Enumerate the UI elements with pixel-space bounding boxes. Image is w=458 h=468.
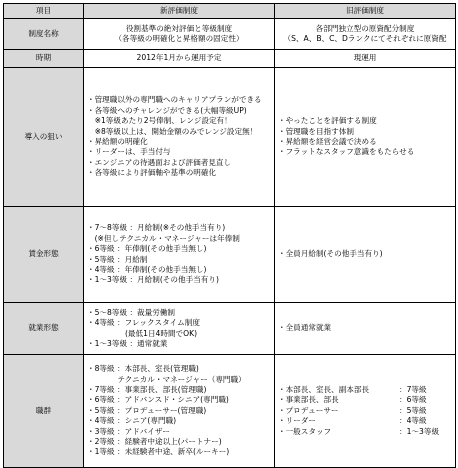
- cell-new-timing: 2012年1月から運用予定: [84, 50, 275, 68]
- cell-new-job-group: [84, 355, 275, 468]
- rank-grade: ：7等級: [399, 384, 427, 394]
- text-line: ・2等級 ：経験者中途以上(パートナー): [87, 437, 222, 447]
- text-line: ・各等級へのチャレンジができる(大幅等級UP): [87, 105, 247, 115]
- label-job-group: 職群: [4, 355, 84, 468]
- rank-grade: ：4等級: [399, 416, 427, 426]
- text-line: ※1等級あたり2号俸制、レンジ設定有！: [87, 116, 232, 126]
- text-line: ・1～3等級 ：月給制(その他手当有り): [87, 275, 219, 285]
- comparison-table: [3, 3, 456, 468]
- text-line: テクニカル・マネージャー（専門職）: [87, 374, 246, 384]
- text-line: ・4等級 ：年俸制(その他手当無し): [87, 264, 207, 274]
- rank-line: [278, 427, 452, 437]
- rank-label: ・本部長、室長、副本部長: [278, 384, 370, 394]
- row-aim: [4, 68, 456, 207]
- text-line: ※8等級以上は、開始金額のみでレンジ設定無！: [87, 126, 258, 136]
- cell-old-aim: [275, 68, 456, 207]
- cell-old-work-style: [275, 303, 456, 355]
- label-aim: 導入の狙い: [4, 68, 84, 207]
- rank-grade: ：1～3等級: [399, 426, 440, 436]
- text-line: ・8等級 ：本部長、室長(管理職): [87, 364, 199, 374]
- header-item: 項目: [4, 4, 84, 19]
- rank-grade: ：5等級: [399, 405, 427, 415]
- rank-label: ・一般スタッフ: [278, 426, 332, 436]
- label-timing: 時期: [4, 50, 84, 68]
- text-line: ・管理職以外の専門職へのキャリアプランができる: [87, 95, 262, 105]
- label-work-style: 就業形態: [4, 303, 84, 355]
- text-line: 各部門独立型の原資配分制度: [315, 23, 415, 33]
- row-system-name: [4, 19, 456, 50]
- text-line: ・7等級 ：事業部長、部長(管理職): [87, 384, 207, 394]
- text-line: ・4等級 ：フレックスタイム制度: [87, 318, 200, 328]
- text-line: ・6等級 ：アドバンスド・シニア(専門職): [87, 395, 229, 405]
- label-wage: 賃金形態: [4, 207, 84, 303]
- text-line: (最低1日4時間でOK): [87, 328, 198, 338]
- rank-line: [278, 395, 452, 405]
- cell-old-wage: [275, 207, 456, 303]
- text-line: ・3等級 ：アドバイザー: [87, 426, 171, 436]
- text-line: 役割基準の絶対評価と等級制度: [125, 23, 233, 33]
- header-new-system: 新評価制度: [84, 4, 275, 19]
- cell-old-timing: 現運用: [275, 50, 456, 68]
- header-row: [4, 4, 456, 19]
- rank-label: ・プロデューサー: [278, 405, 339, 415]
- text-line: ・昇給額を経営会議で決める: [278, 137, 377, 146]
- text-line: ・1等級 ：未経験者中途、新卒(ルーキー): [87, 447, 230, 457]
- text-line: ・全員月給制(その他手当有り): [278, 249, 383, 259]
- row-work-style: [4, 303, 456, 355]
- rank-line: [278, 406, 452, 416]
- text-line: ・やったことを評価する制度: [278, 116, 377, 126]
- rank-label: ・事業部長、部長: [278, 395, 339, 405]
- text-line: ・5等級 ：月給制: [87, 254, 148, 264]
- text-line: ・各等級により評価軸や基準の明確化: [87, 168, 217, 178]
- rank-line: [278, 416, 452, 426]
- header-old-system: 旧評価制度: [275, 4, 456, 19]
- text-line: ・昇給額の明確化: [87, 137, 148, 146]
- cell-new-wage: [84, 207, 275, 303]
- text-line: ・リーダーは、手当付与: [87, 147, 171, 157]
- text-line: ・エンジニアの待遇面および評価者見直し: [87, 157, 232, 167]
- cell-old-job-group: [275, 355, 456, 468]
- rank-label: ・リーダー: [278, 416, 316, 426]
- text-line: （S、A、B、C、Dランクにてそれぞれに原資配: [283, 34, 447, 43]
- row-wage: [4, 207, 456, 303]
- text-line: ・5等級 ：プロデューサー(管理職): [87, 405, 207, 415]
- text-line: （各等級の明確化と昇格額の固定性）: [114, 34, 244, 43]
- cell-new-aim: [84, 68, 275, 207]
- rank-grade: ：6等級: [399, 395, 427, 405]
- cell-old-system-name: [275, 19, 456, 50]
- row-timing: [4, 50, 456, 68]
- text-line: ・全員通常就業: [278, 323, 332, 333]
- text-line: ・フラットなスタッフ意識をもたらせる: [278, 147, 415, 157]
- cell-new-work-style: [84, 303, 275, 355]
- label-system-name: 制度名称: [4, 19, 84, 50]
- rank-line: [278, 385, 452, 395]
- text-line: ・6等級 ：年俸制(その他手当無し): [87, 244, 207, 254]
- text-line: ・1～3等級 ：通常就業: [87, 338, 168, 348]
- text-line: (※但しテクニカル・マネージャーは年俸制: [87, 233, 240, 243]
- cell-new-system-name: [84, 19, 275, 50]
- text-line: ・4等級 ：シニア(専門職): [87, 416, 177, 426]
- text-line: ・管理職を目指す体制: [278, 126, 354, 136]
- row-job-group: [4, 355, 456, 468]
- text-line: ・7～8等級 ：月給制(※その他手当有り): [87, 223, 226, 233]
- text-line: ・5～8等級 ：裁量労働制: [87, 307, 176, 317]
